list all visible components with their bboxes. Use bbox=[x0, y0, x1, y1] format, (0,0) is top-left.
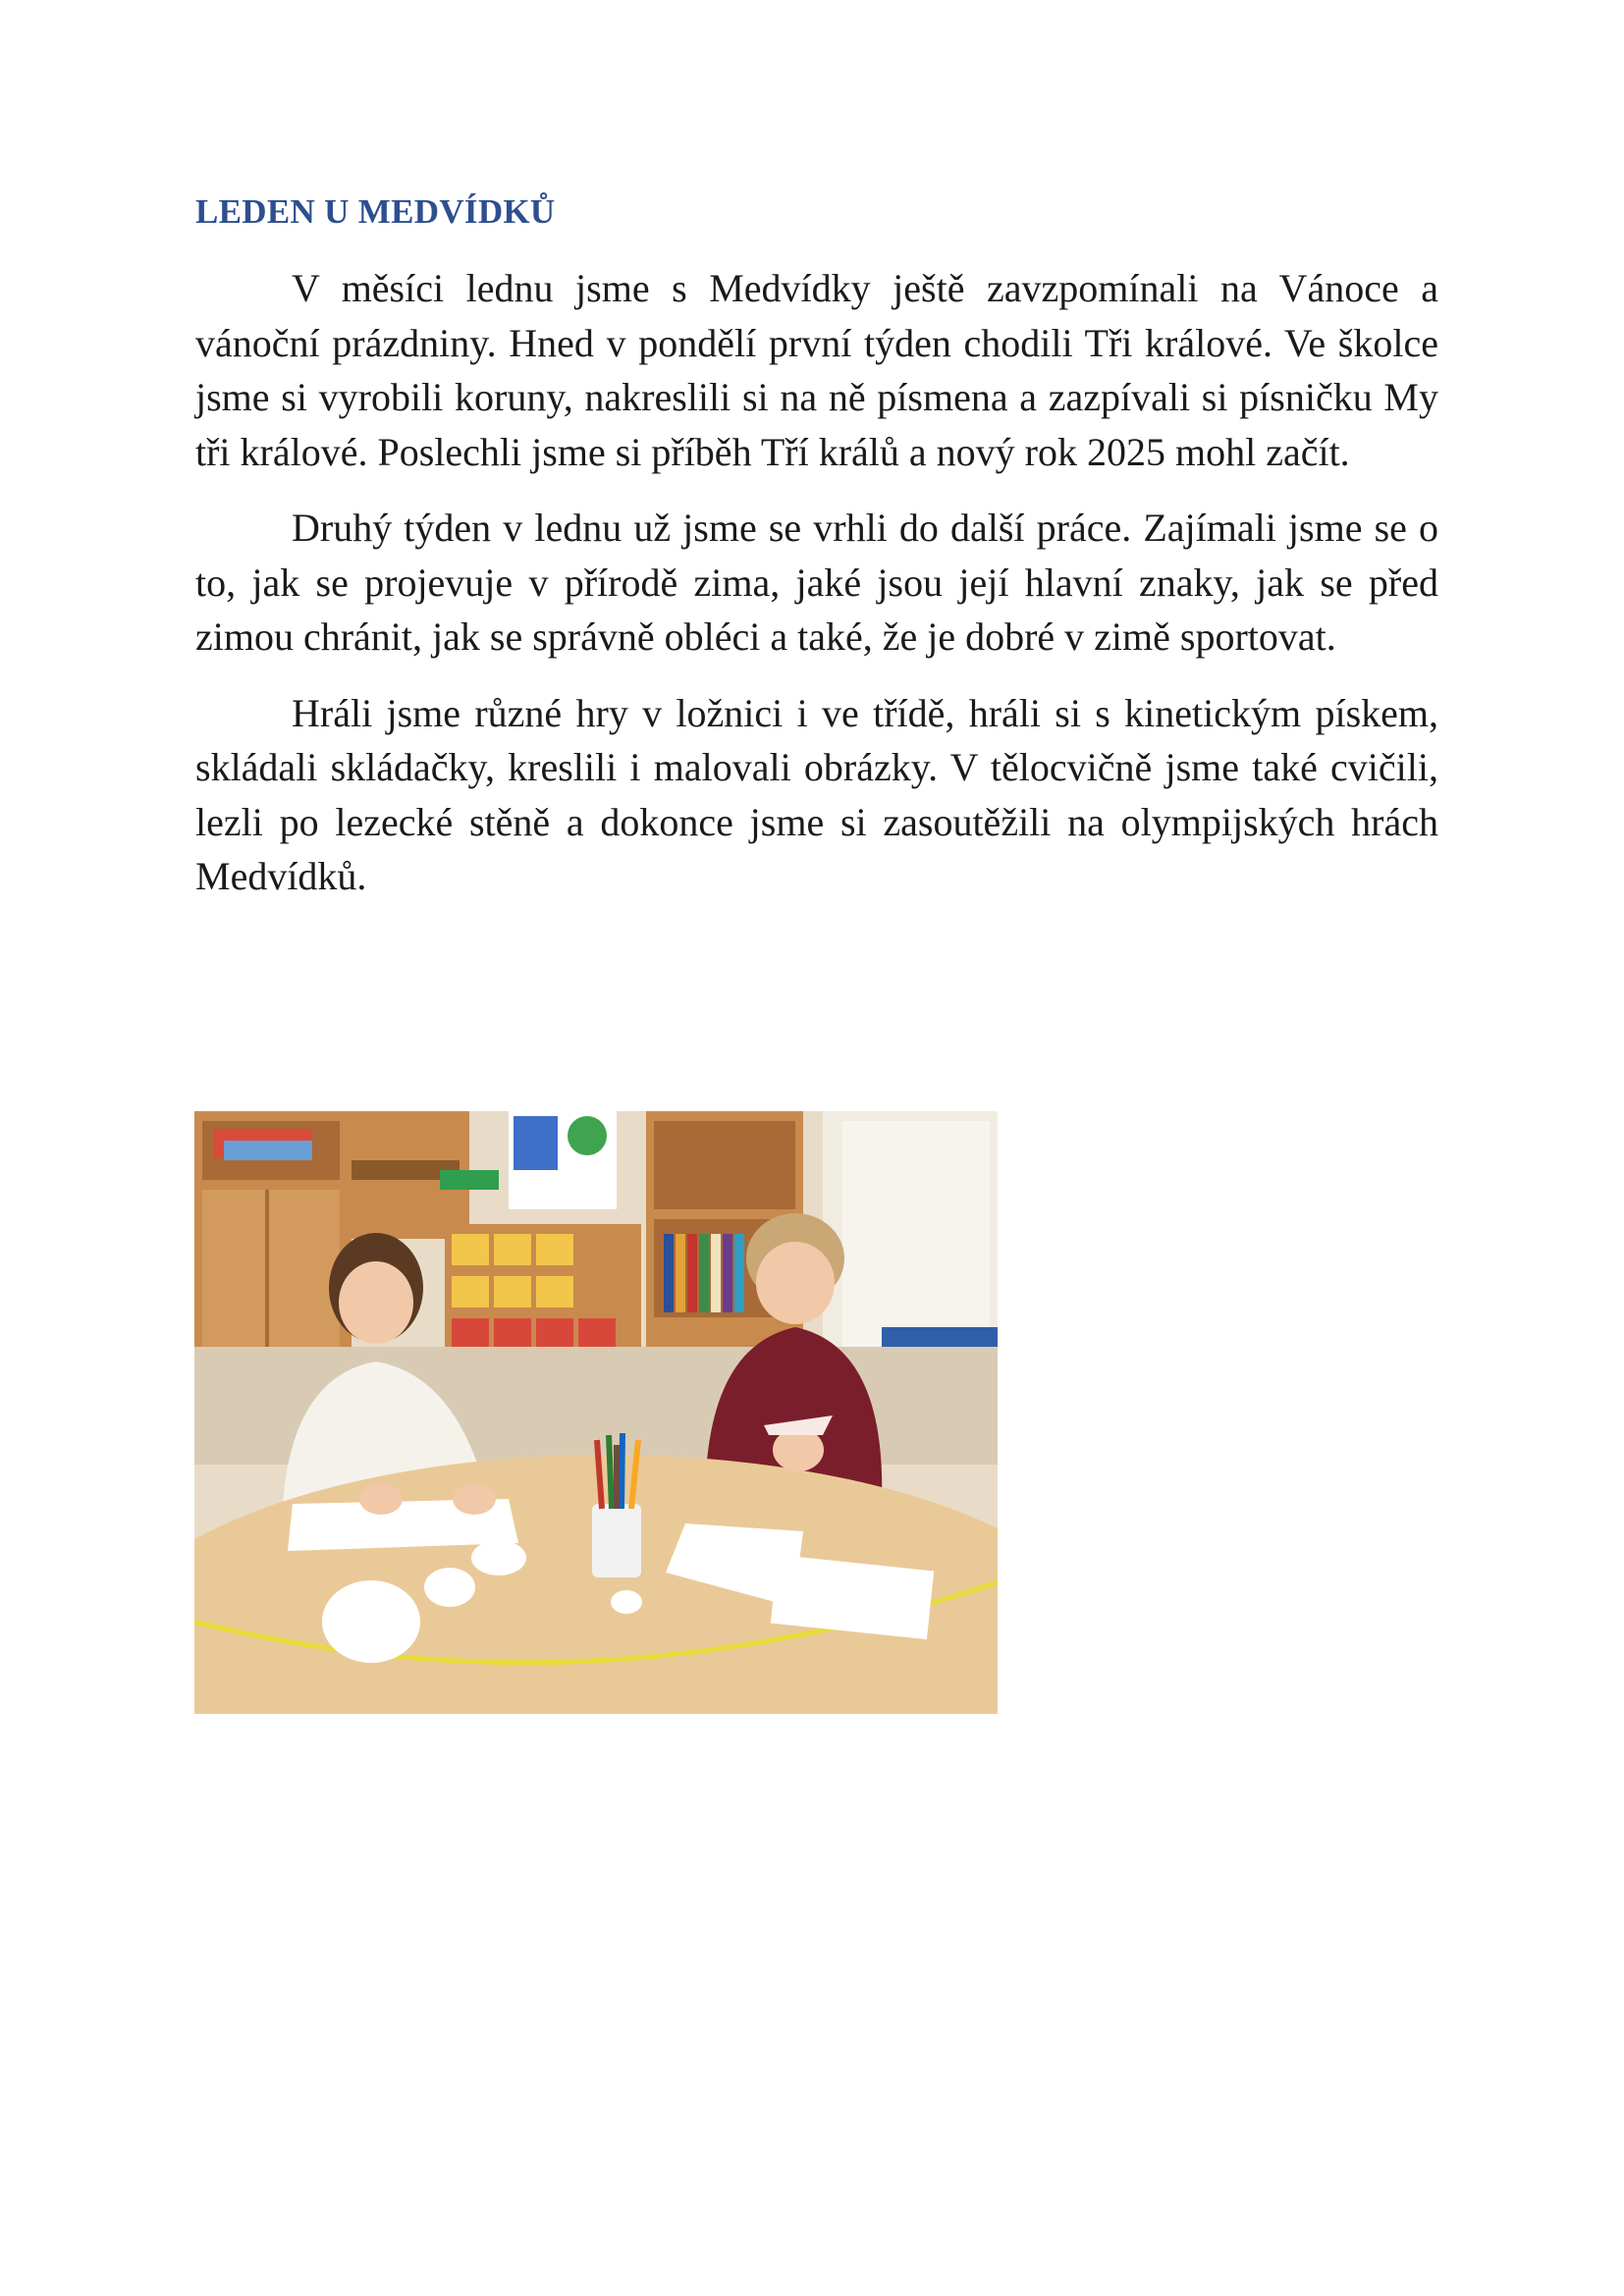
article-body bbox=[195, 261, 1438, 926]
classroom-photo-illustration bbox=[194, 1111, 998, 1714]
classroom-photo bbox=[194, 1111, 998, 1714]
paragraph-2: Druhý týden v lednu už jsme se vrhli do další práce. Zajímali jsme se o to, jak se projevuje v přírodě zima, jaké jsou její hlavní znaky, jak se před zimou chránit, jak se správně obléci a také, že je dobré v zimě sportovat. bbox=[195, 506, 1438, 659]
paragraph-1: V měsíci lednu jsme s Medvídky ještě zavzpomínali na Vánoce a vánoční prázdniny. Hned v pondělí první týden chodili Tři králové. Ve školce jsme si vyrobili koruny, nakreslili si na ně písmena a zazpívali si písničku My tři králové. Poslechli jsme si příběh Tří králů a nový rok 2025 mohl začít. bbox=[195, 266, 1438, 474]
paragraph-3: Hráli jsme různé hry v ložnici i ve třídě, hráli si s kinetickým pískem, skládali skládačky, kreslili i malovali obrázky. V tělocvičně jsme také cvičili, lezli po lezecké stěně a dokonce jsme si zasoutěžili na olympijských hrách Medvídků. bbox=[195, 690, 1438, 898]
page-title: LEDEN U MEDVÍDKŮ bbox=[195, 192, 556, 231]
